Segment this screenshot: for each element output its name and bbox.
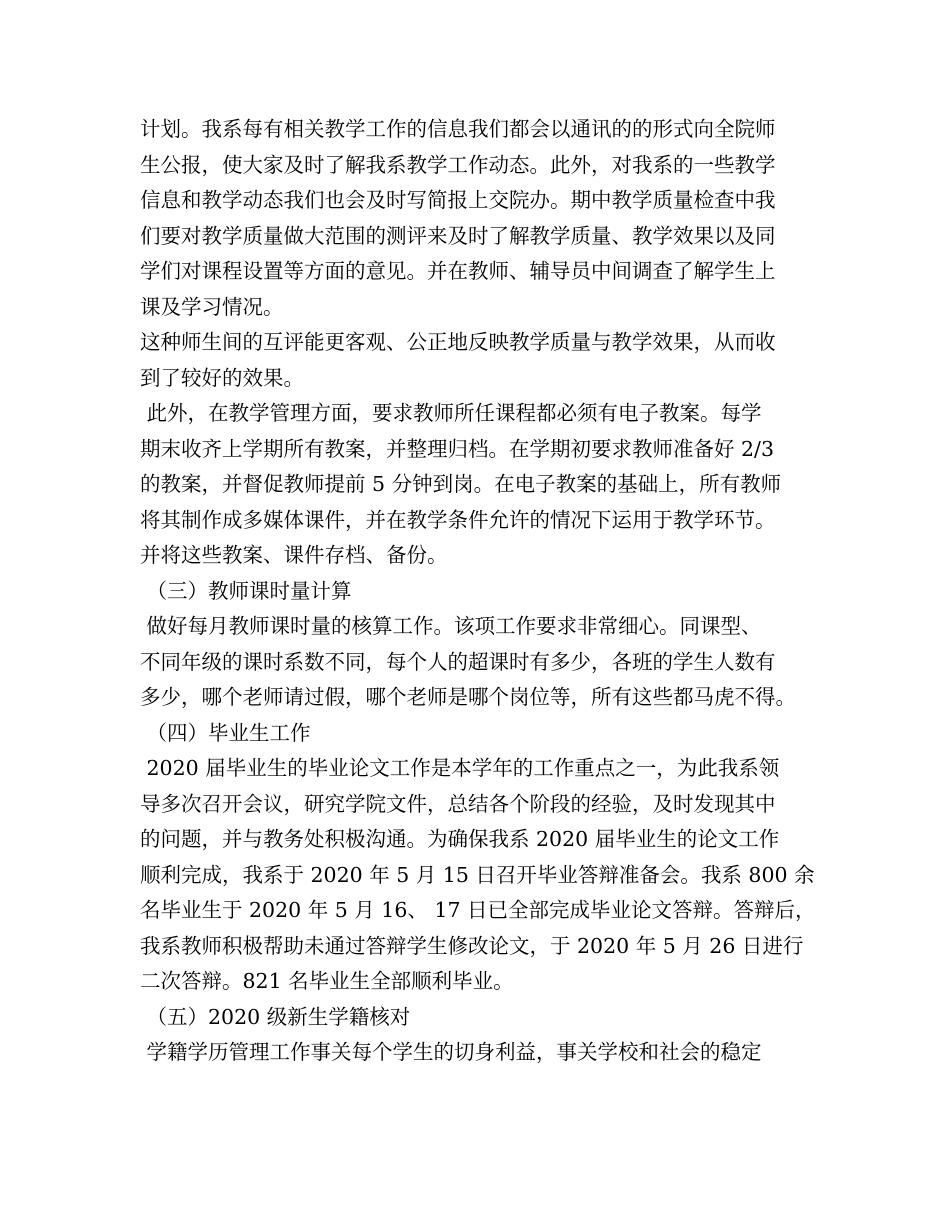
text-line: 顺利完成，我系于 2020 年 5 月 15 日召开毕业答辩准备会。我系 800 余 bbox=[140, 862, 815, 887]
text-line: 多少，哪个老师请过假，哪个老师是哪个岗位等，所有这些都马虎不得。 bbox=[140, 685, 796, 709]
text-line: 的问题，并与教务处积极沟通。为确保我系 2020 届毕业生的论文工作 bbox=[140, 827, 780, 851]
document-body bbox=[140, 112, 830, 1071]
text-line: 计划。我系每有相关教学工作的信息我们都会以通讯的的形式向全院师 bbox=[140, 117, 776, 141]
section-heading: （四）毕业生工作 bbox=[140, 720, 311, 745]
text-line: 学籍学历管理工作事关每个学生的切身利益，事关学校和社会的稳定 bbox=[140, 1040, 762, 1064]
text-line: 这种师生间的互评能更客观、公正地反映教学质量与教学效果，从而收 bbox=[140, 330, 776, 354]
text-line: 不同年级的课时系数不同，每个人的超课时有多少，各班的学生人数有 bbox=[140, 649, 776, 674]
section-heading: （三）教师课时量计算 bbox=[140, 578, 352, 603]
text-line: 生公报，使大家及时了解我系教学工作动态。此外，对我系的一些教学 bbox=[140, 152, 776, 177]
text-line: 并将这些教案、课件存档、备份。 bbox=[140, 543, 448, 567]
text-line: 我系教师积极帮助未通过答辩学生修改论文，于 2020 年 5 月 26 日进行 bbox=[140, 933, 804, 958]
section-heading: （五）2020 级新生学籍核对 bbox=[140, 1004, 411, 1029]
text-line: 期末收齐上学期所有教案，并整理归档。在学期初要求教师准备好 2/3 bbox=[140, 436, 775, 461]
text-line: 名毕业生于 2020 年 5 月 16、 17 日已全部完成毕业论文答辩。答辩后， bbox=[140, 898, 816, 922]
text-line: 学们对课程设置等方面的意见。并在教师、辅导员中间调查了解学生上 bbox=[140, 259, 776, 283]
text-line: 信息和教学动态我们也会及时写简报上交院办。期中教学质量检查中我 bbox=[140, 188, 776, 212]
text-line: 的教案，并督促教师提前 5 分钟到岗。在电子教案的基础上，所有教师 bbox=[140, 472, 782, 496]
text-line: 到了较好的效果。 bbox=[140, 365, 304, 390]
text-line: 二次答辩。821 名毕业生全部顺利毕业。 bbox=[140, 969, 514, 993]
text-line: 导多次召开会议，研究学院文件，总结各个阶段的经验，及时发现其中 bbox=[140, 791, 776, 816]
text-line: 2020 届毕业生的毕业论文工作是本学年的工作重点之一，为此我系领 bbox=[140, 756, 780, 780]
text-line: 将其制作成多媒体课件，并在教学条件允许的情况下运用于教学环节。 bbox=[140, 507, 776, 532]
text-line: 们要对教学质量做大范围的测评来及时了解教学质量、教学效果以及同 bbox=[140, 223, 776, 248]
text-line: 课及学习情况。 bbox=[140, 294, 284, 319]
text-line: 做好每月教师课时量的核算工作。该项工作要求非常细心。同课型、 bbox=[140, 614, 762, 638]
text-line: 此外，在教学管理方面，要求教师所任课程都必须有电子教案。每学 bbox=[140, 401, 762, 425]
